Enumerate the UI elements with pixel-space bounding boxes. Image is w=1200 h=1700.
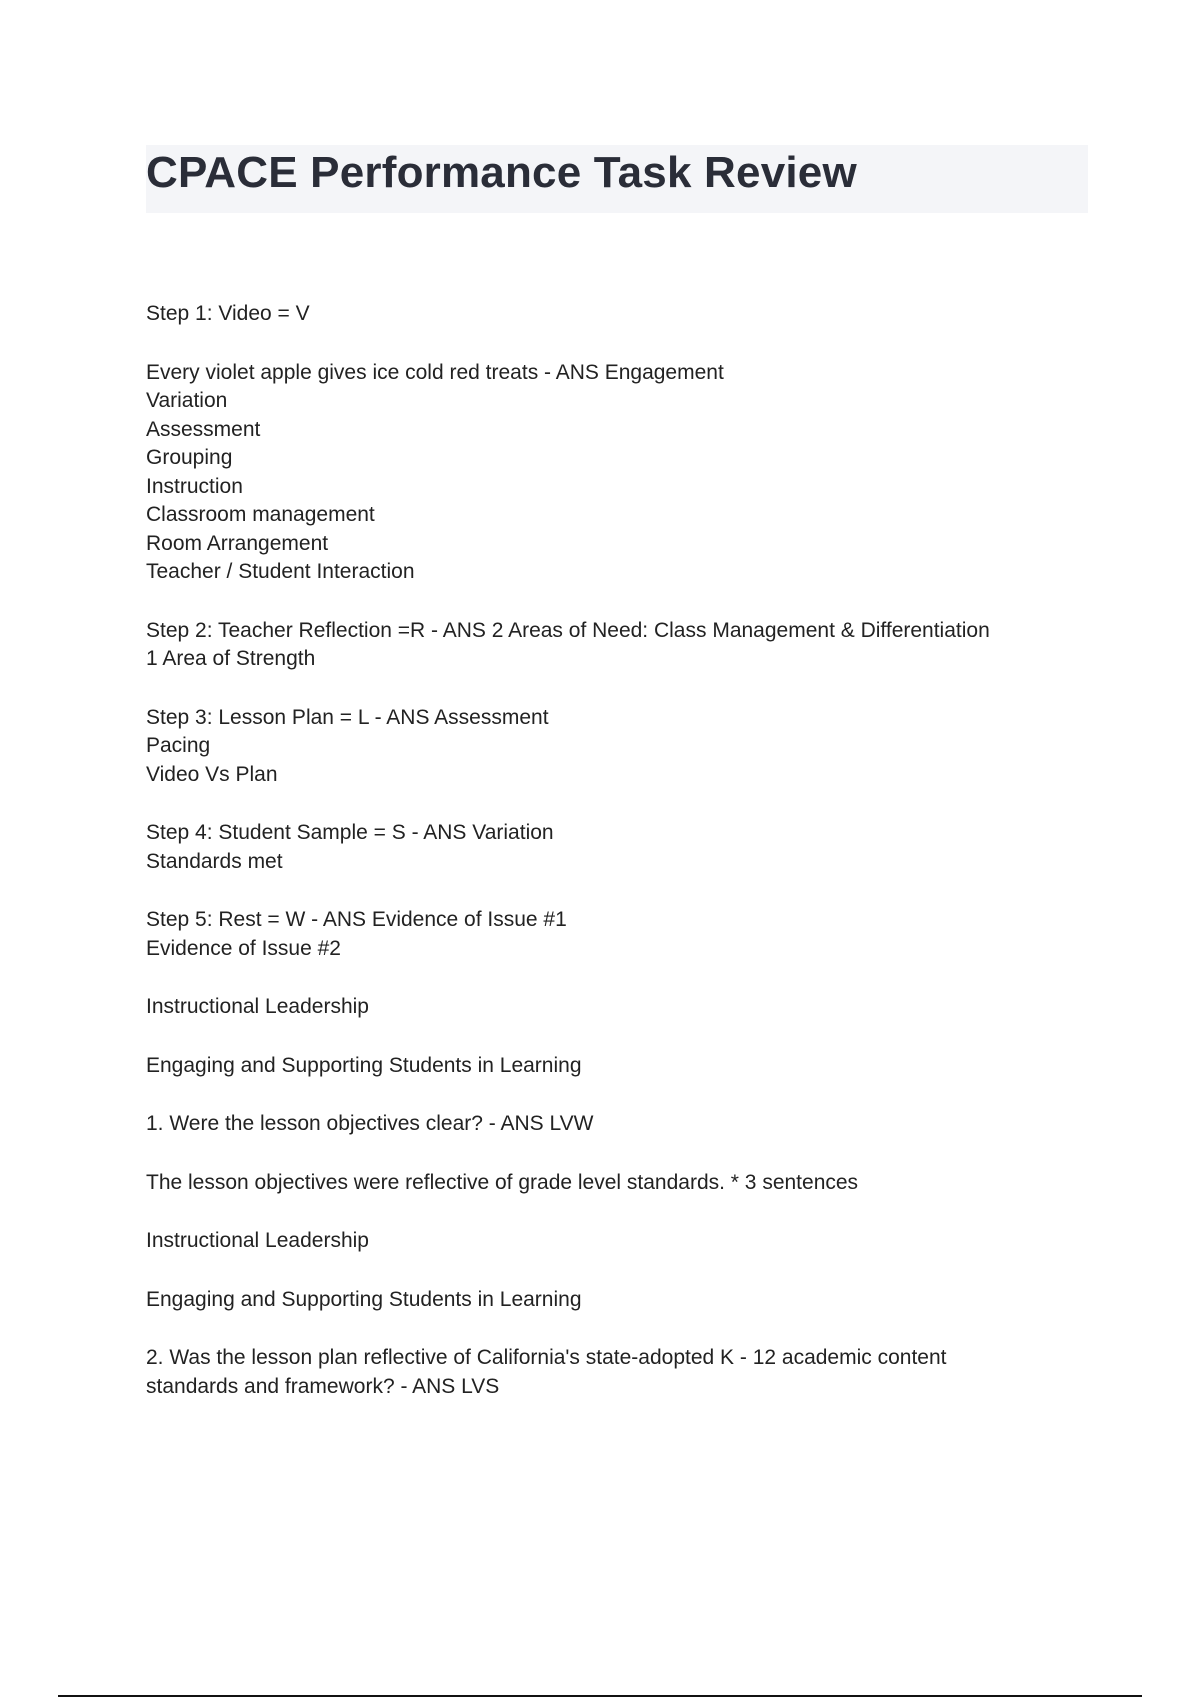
step-5-block (146, 906, 1106, 963)
text-line: Engaging and Supporting Students in Learning (146, 1287, 582, 1311)
section-subheading-block (146, 1052, 1106, 1081)
step-2-block (146, 617, 1106, 674)
text-line: Step 3: Lesson Plan = L - ANS Assessment (146, 705, 549, 729)
text-line: Standards met (146, 849, 283, 873)
footer-divider (58, 1695, 1142, 1697)
text-line: Instructional Leadership (146, 1229, 369, 1252)
text-line: Variation (146, 389, 228, 412)
step-1-block (146, 300, 1106, 329)
section-heading-block (146, 1227, 1106, 1256)
text-line: Every violet apple gives ice cold red treats - ANS Engagement (146, 360, 724, 384)
text-line: Step 2: Teacher Reflection =R - ANS 2 Areas of Need: Class Management & Differentiation (146, 618, 990, 642)
step-1-answer-block (146, 359, 1106, 587)
question-1-block (146, 1110, 1106, 1139)
text-line: Step 5: Rest = W - ANS Evidence of Issue #1 (146, 908, 567, 931)
section-subheading-block (146, 1286, 1106, 1315)
page-title: CPACE Performance Task Review (146, 148, 857, 197)
text-line: Engaging and Supporting Students in Learning (146, 1053, 582, 1077)
section-heading-block (146, 993, 1106, 1022)
text-line: 2. Was the lesson plan reflective of California's state-adopted K - 12 academic content (146, 1346, 947, 1369)
text-line: Room Arrangement (146, 531, 329, 555)
text-line: Video Vs Plan (146, 762, 278, 786)
document-body (146, 300, 1106, 1431)
text-line: Teacher / Student Interaction (146, 560, 415, 583)
text-line: 1 Area of Strength (146, 647, 316, 670)
text-line: Grouping (146, 446, 233, 469)
text-line: Step 1: Video = V (146, 302, 310, 325)
text-line: The lesson objectives were reflective of grade level standards. * 3 sentences (146, 1170, 859, 1194)
text-line: 1. Were the lesson objectives clear? - ANS LVW (146, 1112, 594, 1135)
text-line: Evidence of Issue #2 (146, 936, 341, 960)
text-line: Assessment (146, 417, 261, 441)
text-line: Step 4: Student Sample = S - ANS Variation (146, 821, 554, 844)
question-1-answer-block (146, 1169, 1106, 1198)
text-line: Instructional Leadership (146, 995, 369, 1018)
question-2-block (146, 1344, 1106, 1401)
text-line: Pacing (146, 734, 211, 757)
step-3-block (146, 704, 1106, 790)
text-line: standards and framework? - ANS LVS (146, 1374, 500, 1398)
text-line: Instruction (146, 474, 243, 498)
step-4-block (146, 819, 1106, 876)
text-line: Classroom management (146, 503, 375, 526)
